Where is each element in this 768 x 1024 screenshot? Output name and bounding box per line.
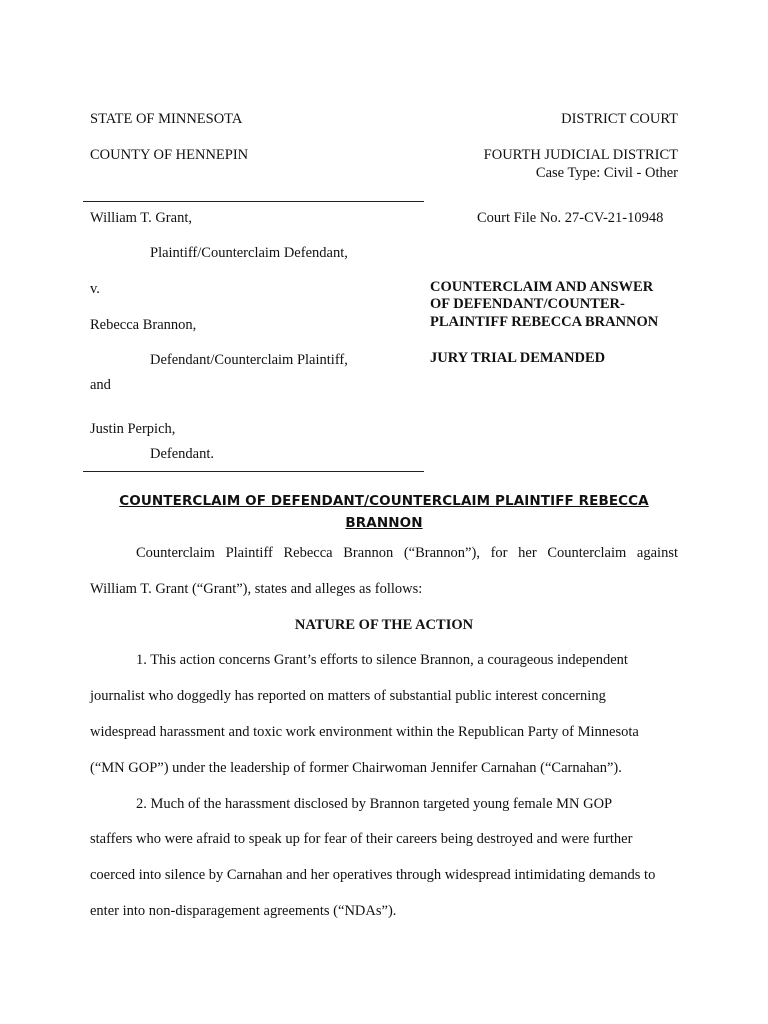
defendant-role: Defendant/Counterclaim Plaintiff, <box>150 352 348 368</box>
caption-bottom-rule <box>83 471 424 472</box>
defendant-name: Rebecca Brannon, <box>90 317 197 333</box>
and-label: and <box>90 377 111 393</box>
case-type-label: Case Type: Civil - Other <box>535 165 678 181</box>
state-label: STATE OF MINNESOTA <box>90 111 243 127</box>
codefendant-role: Defendant. <box>150 446 215 462</box>
heading-line-1: COUNTERCLAIM OF DEFENDANT/COUNTERCLAIM PLAINTIFF REBECCA <box>119 493 649 509</box>
plaintiff-role: Plaintiff/Counterclaim Defendant, <box>150 245 348 261</box>
district-label: FOURTH JUDICIAL DISTRICT <box>483 147 678 163</box>
doc-title-line1: COUNTERCLAIM AND ANSWER <box>430 279 654 295</box>
versus-label: v. <box>90 281 100 297</box>
p2-line-2: staffers who were afraid to speak up for fear of their careers being destroyed and were further <box>90 831 633 847</box>
county-label: COUNTY OF HENNEPIN <box>90 147 249 163</box>
doc-title-line2: OF DEFENDANT/COUNTER- <box>430 296 625 312</box>
section-nature-heading: NATURE OF THE ACTION <box>294 617 474 633</box>
intro-line-1: Counterclaim Plaintiff Rebecca Brannon (“Brannon”), for her Counterclaim against <box>136 545 678 561</box>
plaintiff-name: William T. Grant, <box>90 210 192 226</box>
p1-line-4: (“MN GOP”) under the leadership of former Chairwoman Jennifer Carnahan (“Carnahan”). <box>90 760 622 776</box>
court-label: DISTRICT COURT <box>561 111 678 127</box>
court-file-number: Court File No. 27-CV-21-10948 <box>477 210 664 226</box>
p1-line-1: 1. This action concerns Grant’s efforts to silence Brannon, a courageous independent <box>136 652 628 668</box>
p2-line-3: coerced into silence by Carnahan and her operatives through widespread intimidating demands to <box>90 867 656 883</box>
jury-demand: JURY TRIAL DEMANDED <box>430 350 606 366</box>
p1-line-2: journalist who doggedly has reported on matters of substantial public interest concerning <box>90 688 606 704</box>
intro-line-2: William T. Grant (“Grant”), states and alleges as follows: <box>90 581 423 597</box>
caption-top-rule <box>83 201 424 202</box>
p1-line-3: widespread harassment and toxic work environment within the Republican Party of Minnesota <box>90 724 639 740</box>
heading-line-2: BRANNON <box>345 515 423 531</box>
counterclaim-heading <box>90 490 678 534</box>
doc-title-line3: PLAINTIFF REBECCA BRANNON <box>430 314 659 330</box>
p2-line-4: enter into non-disparagement agreements (“NDAs”). <box>90 903 397 919</box>
codefendant-name: Justin Perpich, <box>90 421 176 437</box>
p2-line-1: 2. Much of the harassment disclosed by Brannon targeted young female MN GOP <box>136 796 613 812</box>
